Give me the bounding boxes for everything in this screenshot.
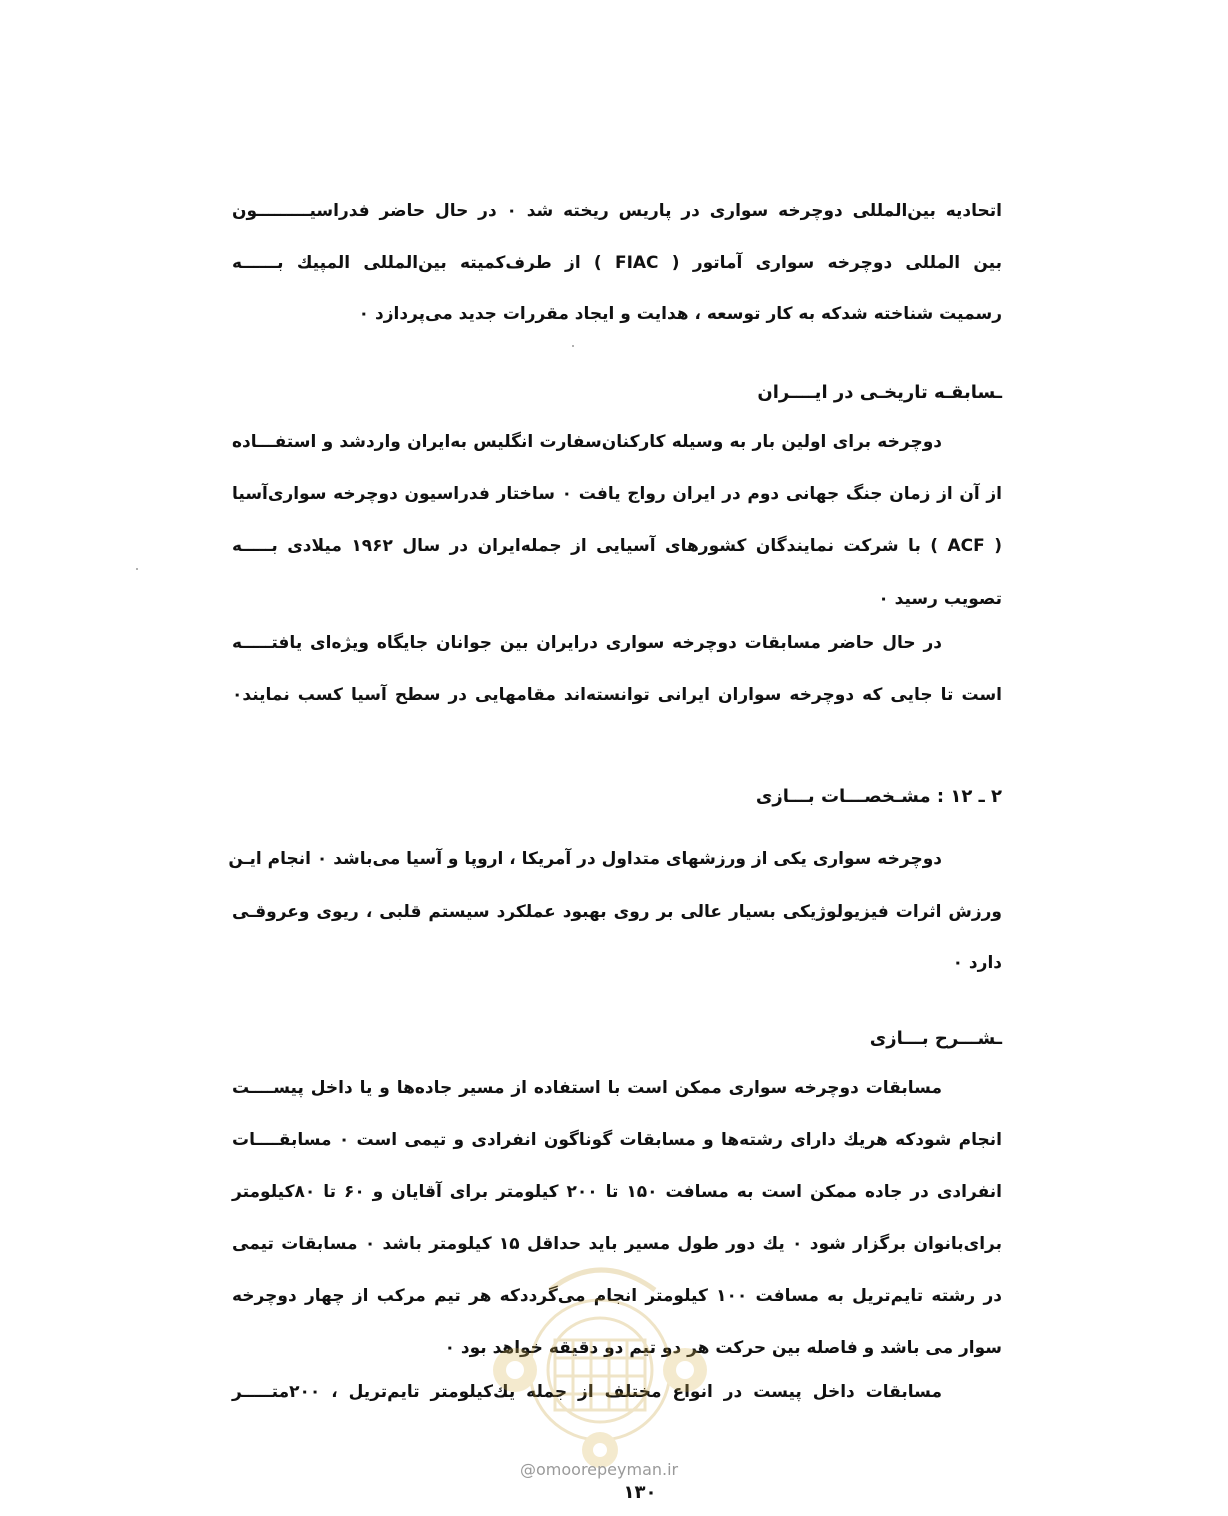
text-line: است تا جایی که دوچرخه سواران ایرانی توانسته‌اند مقامهایی در سطح آسیا کسب نمایند۰ <box>232 685 1002 705</box>
heading-text: ـسابقـه تاریخـی در ایــــران <box>757 382 1002 403</box>
scan-speck <box>572 345 574 347</box>
text-line: مسابقات داخل پیست در انواع مختلف از جمله یك‌کیلومتر تایم‌تریل ، ۲۰۰متـــــر <box>232 1382 942 1402</box>
paragraph-fiac <box>232 196 1002 326</box>
text-line: دوچرخه سواری یکی از ورزشهای متداول در آمریکا ، اروپا و آسیا می‌باشد ۰ انجام ایـن <box>228 849 942 869</box>
text-line: اتحادیه بین‌المللی دوچرخه سواری در پاریس ریخته شد ۰ در حال حاضر فدراسیـــــــــون <box>232 201 1002 221</box>
text-line: رسمیت شناخته شدکه به کار توسعه ، هدایت و ایجاد مقررات جدید می‌پردازد ۰ <box>358 304 1002 324</box>
paragraph-track-races <box>232 1377 1002 1409</box>
text-line: مسابقات دوچرخه سواری ممکن است با استفاده از مسیر جاده‌ها و یا داخل پیســــت <box>232 1078 942 1098</box>
heading-text: ۲ ـ ۱۲ : مشـخصـــات بـــازی <box>755 786 1002 807</box>
section-heading-game-specs <box>232 782 1002 812</box>
text-line: ( ACF ) با شرکت نمایندگان کشورهای آسیایی از جمله‌ایران در سال ۱۹۶۲ میلادی بـــــه <box>232 536 1002 556</box>
paragraph-current-status <box>232 628 1002 718</box>
text-line: سوار می باشد و فاصله بین حرکت هر دو تیم دو دقیقه خواهد بود ۰ <box>444 1338 1002 1358</box>
text-line: در رشته تایم‌تریل به مسافت ۱۰۰ کیلومتر انجام می‌گردد‌که هر تیم مرکب از چهار دوچرخه <box>232 1286 1002 1306</box>
heading-text: ـشـــرح بـــازی <box>869 1028 1002 1049</box>
text-line: بین المللی دوچرخه سواری آماتور ( FIAC ) از طرف‌کمیته بین‌المللی المپیك بــــــه <box>232 253 1002 273</box>
text-line: تصویب رسید ۰ <box>878 589 1002 609</box>
watermark-url: @omoorepeyman.ir <box>520 1460 679 1479</box>
text-line: برای‌بانوان برگزار شود ۰ یك دور طول مسیر باید حداقل ۱۵ کیلومتر باشد ۰ مسابقات تیمی <box>232 1234 1002 1254</box>
section-heading-history <box>232 378 1002 408</box>
page-number: ۱۳۰ <box>623 1482 657 1503</box>
text-line: دوچرخه برای اولین بار به وسیله کارکنان‌سفارت انگلیس به‌ایران وارد‌شد و استفـــاده <box>232 432 942 452</box>
text-line: انفرادی در جاده ممکن است به مسافت ۱۵۰ تا ۲۰۰ کیلومتر برای آقایان و ۶۰ تا ۸۰کیلومتر <box>232 1182 1003 1202</box>
paragraph-specs <box>228 844 1002 984</box>
paragraph-history <box>232 427 1002 617</box>
scan-speck <box>136 568 138 570</box>
text-line: در حال حاضر مسابقات دوچرخه سواری درایران بین جوانان جایگاه ویژه‌ای یافتـــــه <box>232 633 942 653</box>
text-line: دارد ۰ <box>952 953 1002 973</box>
text-line: انجام شود‌که هریك دارای رشته‌ها و مسابقات گوناگون انفرادی و تیمی است ۰ مسابقــــات <box>232 1130 1002 1150</box>
text-line: ورزش اثرات فیزیولوژیکی بسیار عالی بر روی بهبود عملکرد سیستم قلبی ، ریوی وعروقـی <box>232 902 1002 922</box>
paragraph-description <box>232 1073 1002 1373</box>
text-line: از آن از زمان جنگ جهانی دوم در ایران رواج یافت ۰ ساختار فدراسیون دوچرخه سواری‌آسیا <box>232 484 1002 504</box>
section-heading-game-description <box>232 1024 1002 1054</box>
